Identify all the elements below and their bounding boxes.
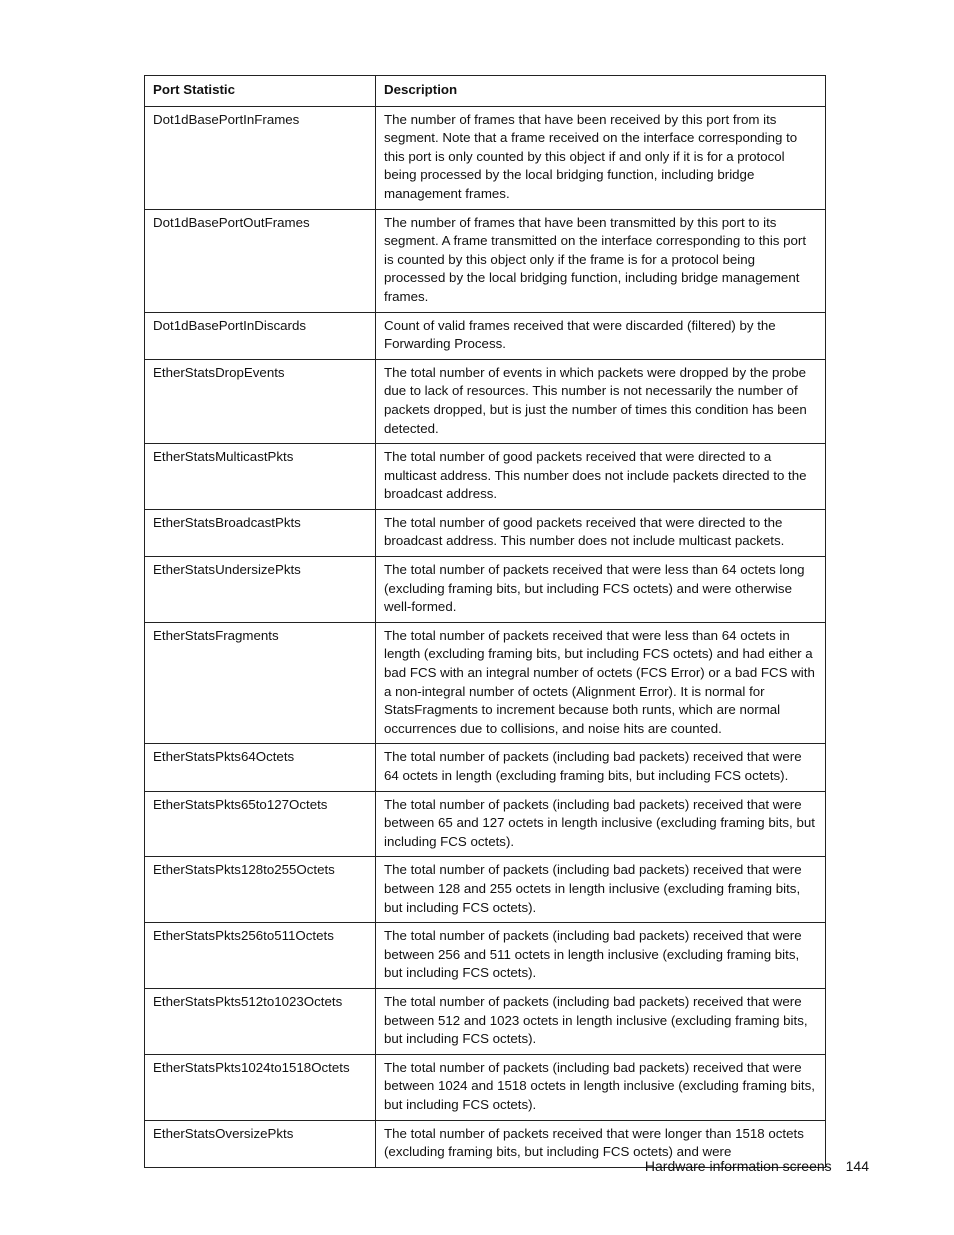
port-statistic-cell: EtherStatsDropEvents [145,359,376,443]
description-cell: The total number of good packets received that were directed to the broadcast address. This number does not include multicast packets. [376,509,826,556]
port-statistic-cell: Dot1dBasePortOutFrames [145,209,376,312]
description-cell: The total number of packets (including bad packets) received that were between 256 and 511 octets in length inclusive (excluding framing bits, but including FCS octets). [376,923,826,989]
table-row [145,857,826,923]
port-statistic-cell: EtherStatsPkts128to255Octets [145,857,376,923]
port-statistic-cell: EtherStatsFragments [145,622,376,744]
page-footer [645,1158,869,1174]
port-statistics-table [144,75,826,1168]
port-statistic-cell: EtherStatsPkts512to1023Octets [145,988,376,1054]
description-cell: The number of frames that have been transmitted by this port to its segment. A frame transmitted on the interface corresponding to this port is counted by this object only if the frame is for a protocol being processed by the local bridging function, including bridge management frames. [376,209,826,312]
footer-section-title: Hardware information screens [644,1158,832,1174]
table-body [145,106,826,1167]
port-statistic-cell: EtherStatsBroadcastPkts [145,509,376,556]
table-row [145,444,826,510]
port-statistic-cell: EtherStatsPkts65to127Octets [145,791,376,857]
table-row [145,988,826,1054]
table-row [145,209,826,312]
header-port-statistic: Port Statistic [145,76,376,107]
table-row [145,744,826,791]
port-statistic-cell: EtherStatsMulticastPkts [145,444,376,510]
description-cell: The total number of packets (including bad packets) received that were between 128 and 255 octets in length inclusive (excluding framing bits, but including FCS octets). [376,857,826,923]
port-statistic-cell: EtherStatsPkts1024to1518Octets [145,1054,376,1120]
port-statistic-cell: EtherStatsUndersizePkts [145,557,376,623]
description-cell: The total number of packets (including bad packets) received that were between 512 and 1023 octets in length inclusive (excluding framing bits, but including FCS octets). [376,988,826,1054]
table-row [145,106,826,209]
table-row [145,622,826,744]
table-row [145,557,826,623]
description-cell: The total number of packets received that were less than 64 octets long (excluding framing bits, but including FCS octets) and were otherwise well-formed. [376,557,826,623]
port-statistic-cell: EtherStatsPkts64Octets [145,744,376,791]
port-statistic-cell: EtherStatsOversizePkts [145,1120,376,1167]
table-row [145,791,826,857]
description-cell: The total number of packets (including bad packets) received that were between 1024 and 1518 octets in length inclusive (excluding framing bits, but including FCS octets). [376,1054,826,1120]
description-cell: The total number of packets received that were longer than 1518 octets (excluding framing bits, but including FCS octets) and were [376,1120,826,1167]
header-description: Description [376,76,826,107]
table-row [145,509,826,556]
description-cell: The total number of packets (including bad packets) received that were 64 octets in length (excluding framing bits, but including FCS octets). [376,744,826,791]
port-statistic-cell: EtherStatsPkts256to511Octets [145,923,376,989]
description-cell: Count of valid frames received that were discarded (filtered) by the Forwarding Process. [376,312,826,359]
description-cell: The total number of packets received that were less than 64 octets in length (excluding framing bits, but including FCS octets) and had either a bad FCS with an integral number of octets (FCS Error) or a bad FCS with a non-integral number of octets (Alignment Error). It is normal for StatsFragments to increment because both runts, which are normal occurrences due to collisions, and noise hits are counted. [376,622,826,744]
table-row [145,312,826,359]
description-cell: The total number of events in which packets were dropped by the probe due to lack of resources. This number is not necessarily the number of packets dropped, but is just the number of times this condition has been detected. [376,359,826,443]
table-row [145,923,826,989]
description-cell: The total number of good packets received that were directed to a multicast address. This number does not include packets directed to the broadcast address. [376,444,826,510]
description-cell: The number of frames that have been received by this port from its segment. Note that a frame received on the interface corresponding to this port is only counted by this object if and only if it is for a protocol being processed by the local bridging function, including bridge management frames. [376,106,826,209]
table-header [145,76,826,107]
table-row [145,1054,826,1120]
page-number: 144 [845,1158,869,1174]
port-statistic-cell: Dot1dBasePortInDiscards [145,312,376,359]
table-header-row [145,76,826,107]
port-statistic-cell: Dot1dBasePortInFrames [145,106,376,209]
description-cell: The total number of packets (including bad packets) received that were between 65 and 127 octets in length inclusive (excluding framing bits, but including FCS octets). [376,791,826,857]
table-row [145,359,826,443]
